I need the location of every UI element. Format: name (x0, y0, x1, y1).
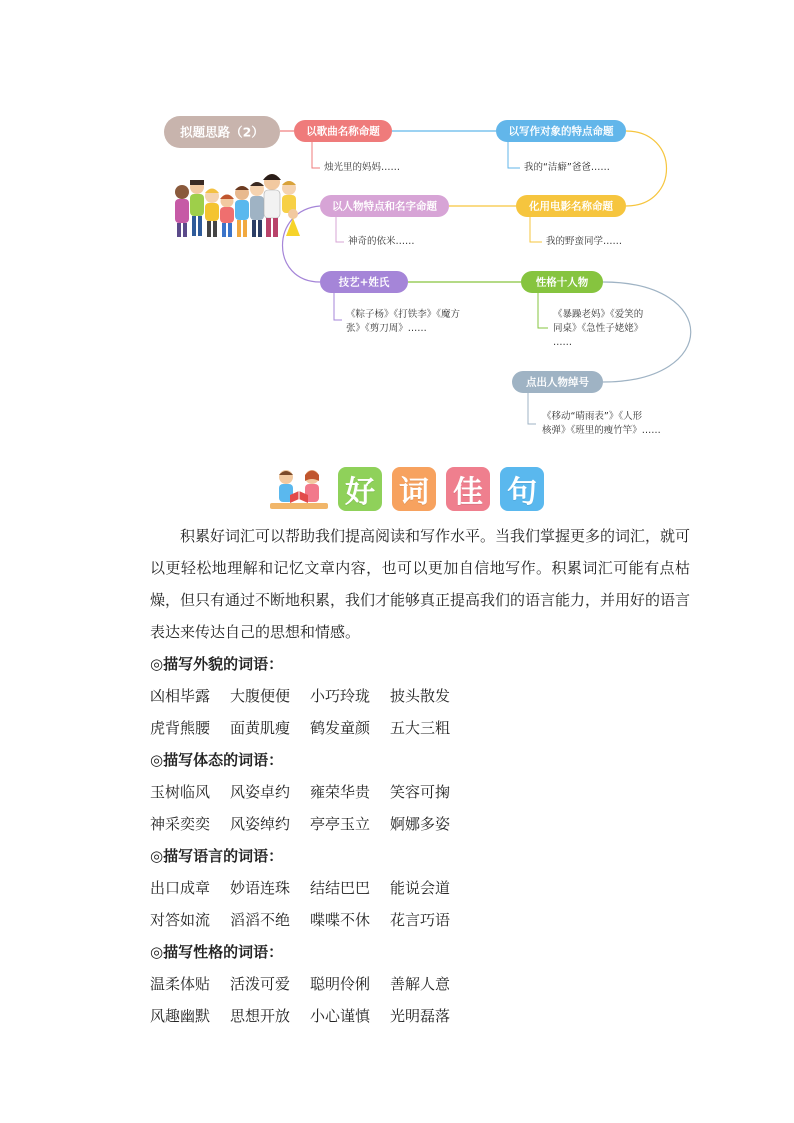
section-title: ◎描写外貌的词语： (150, 655, 284, 673)
word: 风姿卓约 (230, 783, 291, 801)
word: 玉树临风 (150, 783, 211, 801)
node-label: 化用电影名称命题 (529, 200, 613, 213)
node-example: …… (553, 337, 572, 348)
node-example: 烛光里的妈妈…… (324, 162, 401, 173)
vocab-section (150, 936, 690, 1032)
word: 对答如流 (150, 911, 211, 929)
node-label: 性格十人物 (535, 276, 589, 289)
node-example: 《粽子杨》《打铁李》《魔方 (346, 309, 461, 320)
node-example: 《移动“晴雨表”》《人形 (542, 411, 643, 422)
node-example: 同桌》《急性子姥姥》 (553, 323, 644, 334)
node-label: 点出人物绰号 (526, 376, 589, 389)
word: 鹤发童颜 (310, 719, 371, 737)
mindmap-node (516, 195, 626, 247)
mindmap-node (521, 271, 644, 348)
connector-line (283, 206, 321, 282)
word-row (150, 680, 690, 712)
connector-line (626, 131, 667, 206)
word: 小巧玲珑 (310, 687, 371, 705)
heading-char-tile: 句 (500, 467, 544, 511)
mindmap-node (320, 195, 449, 247)
word-row (150, 968, 690, 1000)
word: 凶相毕露 (150, 687, 211, 705)
node-label: 以写作对象的特点命题 (508, 125, 614, 138)
word: 出口成章 (150, 879, 211, 897)
word: 妙语连珠 (230, 879, 291, 897)
node-label: 技艺+姓氏 (338, 276, 390, 289)
intro-paragraph: 积累好词汇可以帮助我们提高阅读和写作水平。当我们掌握更多的词汇，就可以更轻松地理解和记忆文章内容，也可以更加自信地写作。积累词汇可能有点枯燥，但只有通过不断地积累，我们才能够真正提高我们的语言能力，并用好的语言表达来传达自己的思想和情感。 (150, 527, 691, 641)
reading-children-icon (268, 465, 330, 513)
section-heading (268, 465, 554, 513)
word: 风姿绰约 (230, 815, 291, 833)
mindmap (0, 0, 794, 450)
mindmap-node (320, 271, 461, 334)
word: 善解人意 (390, 975, 451, 993)
word: 大腹便便 (230, 687, 291, 705)
word: 光明磊落 (390, 1007, 451, 1025)
word: 滔滔不绝 (230, 911, 291, 929)
heading-char-tile: 佳 (446, 467, 490, 511)
node-example: 《暴躁老妈》《爱笑的 (553, 309, 644, 320)
word: 雍荣华贵 (310, 783, 371, 801)
word: 风趣幽默 (150, 1007, 211, 1025)
word: 笑容可掬 (390, 783, 451, 801)
mindmap-root-label: 拟题思路（2） (180, 124, 264, 140)
word: 神采奕奕 (150, 815, 211, 833)
mindmap-node (512, 371, 661, 436)
section-title: ◎描写性格的词语： (150, 943, 284, 961)
vocab-section (150, 648, 690, 744)
children-illustration (175, 174, 300, 237)
word-row (150, 904, 690, 936)
node-example: 神奇的依米…… (348, 236, 415, 247)
word: 聪明伶俐 (310, 975, 371, 993)
node-example: 我的“洁癖”爸爸…… (524, 162, 610, 173)
word: 能说会道 (390, 879, 451, 897)
section-title: ◎描写语言的词语： (150, 847, 284, 865)
word-row (150, 712, 690, 744)
vocabulary-content (150, 520, 690, 1032)
word: 虎背熊腰 (150, 719, 211, 737)
word: 亭亭玉立 (310, 815, 371, 833)
word-row (150, 808, 690, 840)
node-label: 以歌曲名称命题 (306, 125, 380, 138)
vocab-section (150, 840, 690, 936)
word-row (150, 776, 690, 808)
node-example: 张》《剪刀周》…… (346, 323, 427, 334)
word: 小心谨慎 (310, 1007, 371, 1025)
mindmap-node (294, 120, 400, 173)
node-example: 我的野蛮同学…… (546, 236, 623, 247)
word: 花言巧语 (390, 911, 451, 929)
word: 喋喋不休 (310, 911, 371, 929)
section-title: ◎描写体态的词语： (150, 751, 284, 769)
node-label: 以人物特点和名字命题 (332, 200, 437, 213)
word: 五大三粗 (390, 719, 451, 737)
word-row (150, 1000, 690, 1032)
word: 温柔体贴 (150, 975, 211, 993)
mindmap-root (164, 116, 280, 148)
word: 思想开放 (230, 1007, 291, 1025)
node-example: 核弹》《班里的瘦竹竿》…… (542, 425, 661, 436)
heading-char-tile: 词 (392, 467, 436, 511)
heading-char-tile: 好 (338, 467, 382, 511)
word: 婀娜多姿 (390, 815, 451, 833)
word: 披头散发 (390, 687, 451, 705)
word: 面黄肌瘦 (230, 719, 291, 737)
vocab-section (150, 744, 690, 840)
word: 结结巴巴 (310, 879, 371, 897)
word: 活泼可爱 (230, 975, 291, 993)
word-row (150, 872, 690, 904)
mindmap-node (496, 120, 626, 173)
